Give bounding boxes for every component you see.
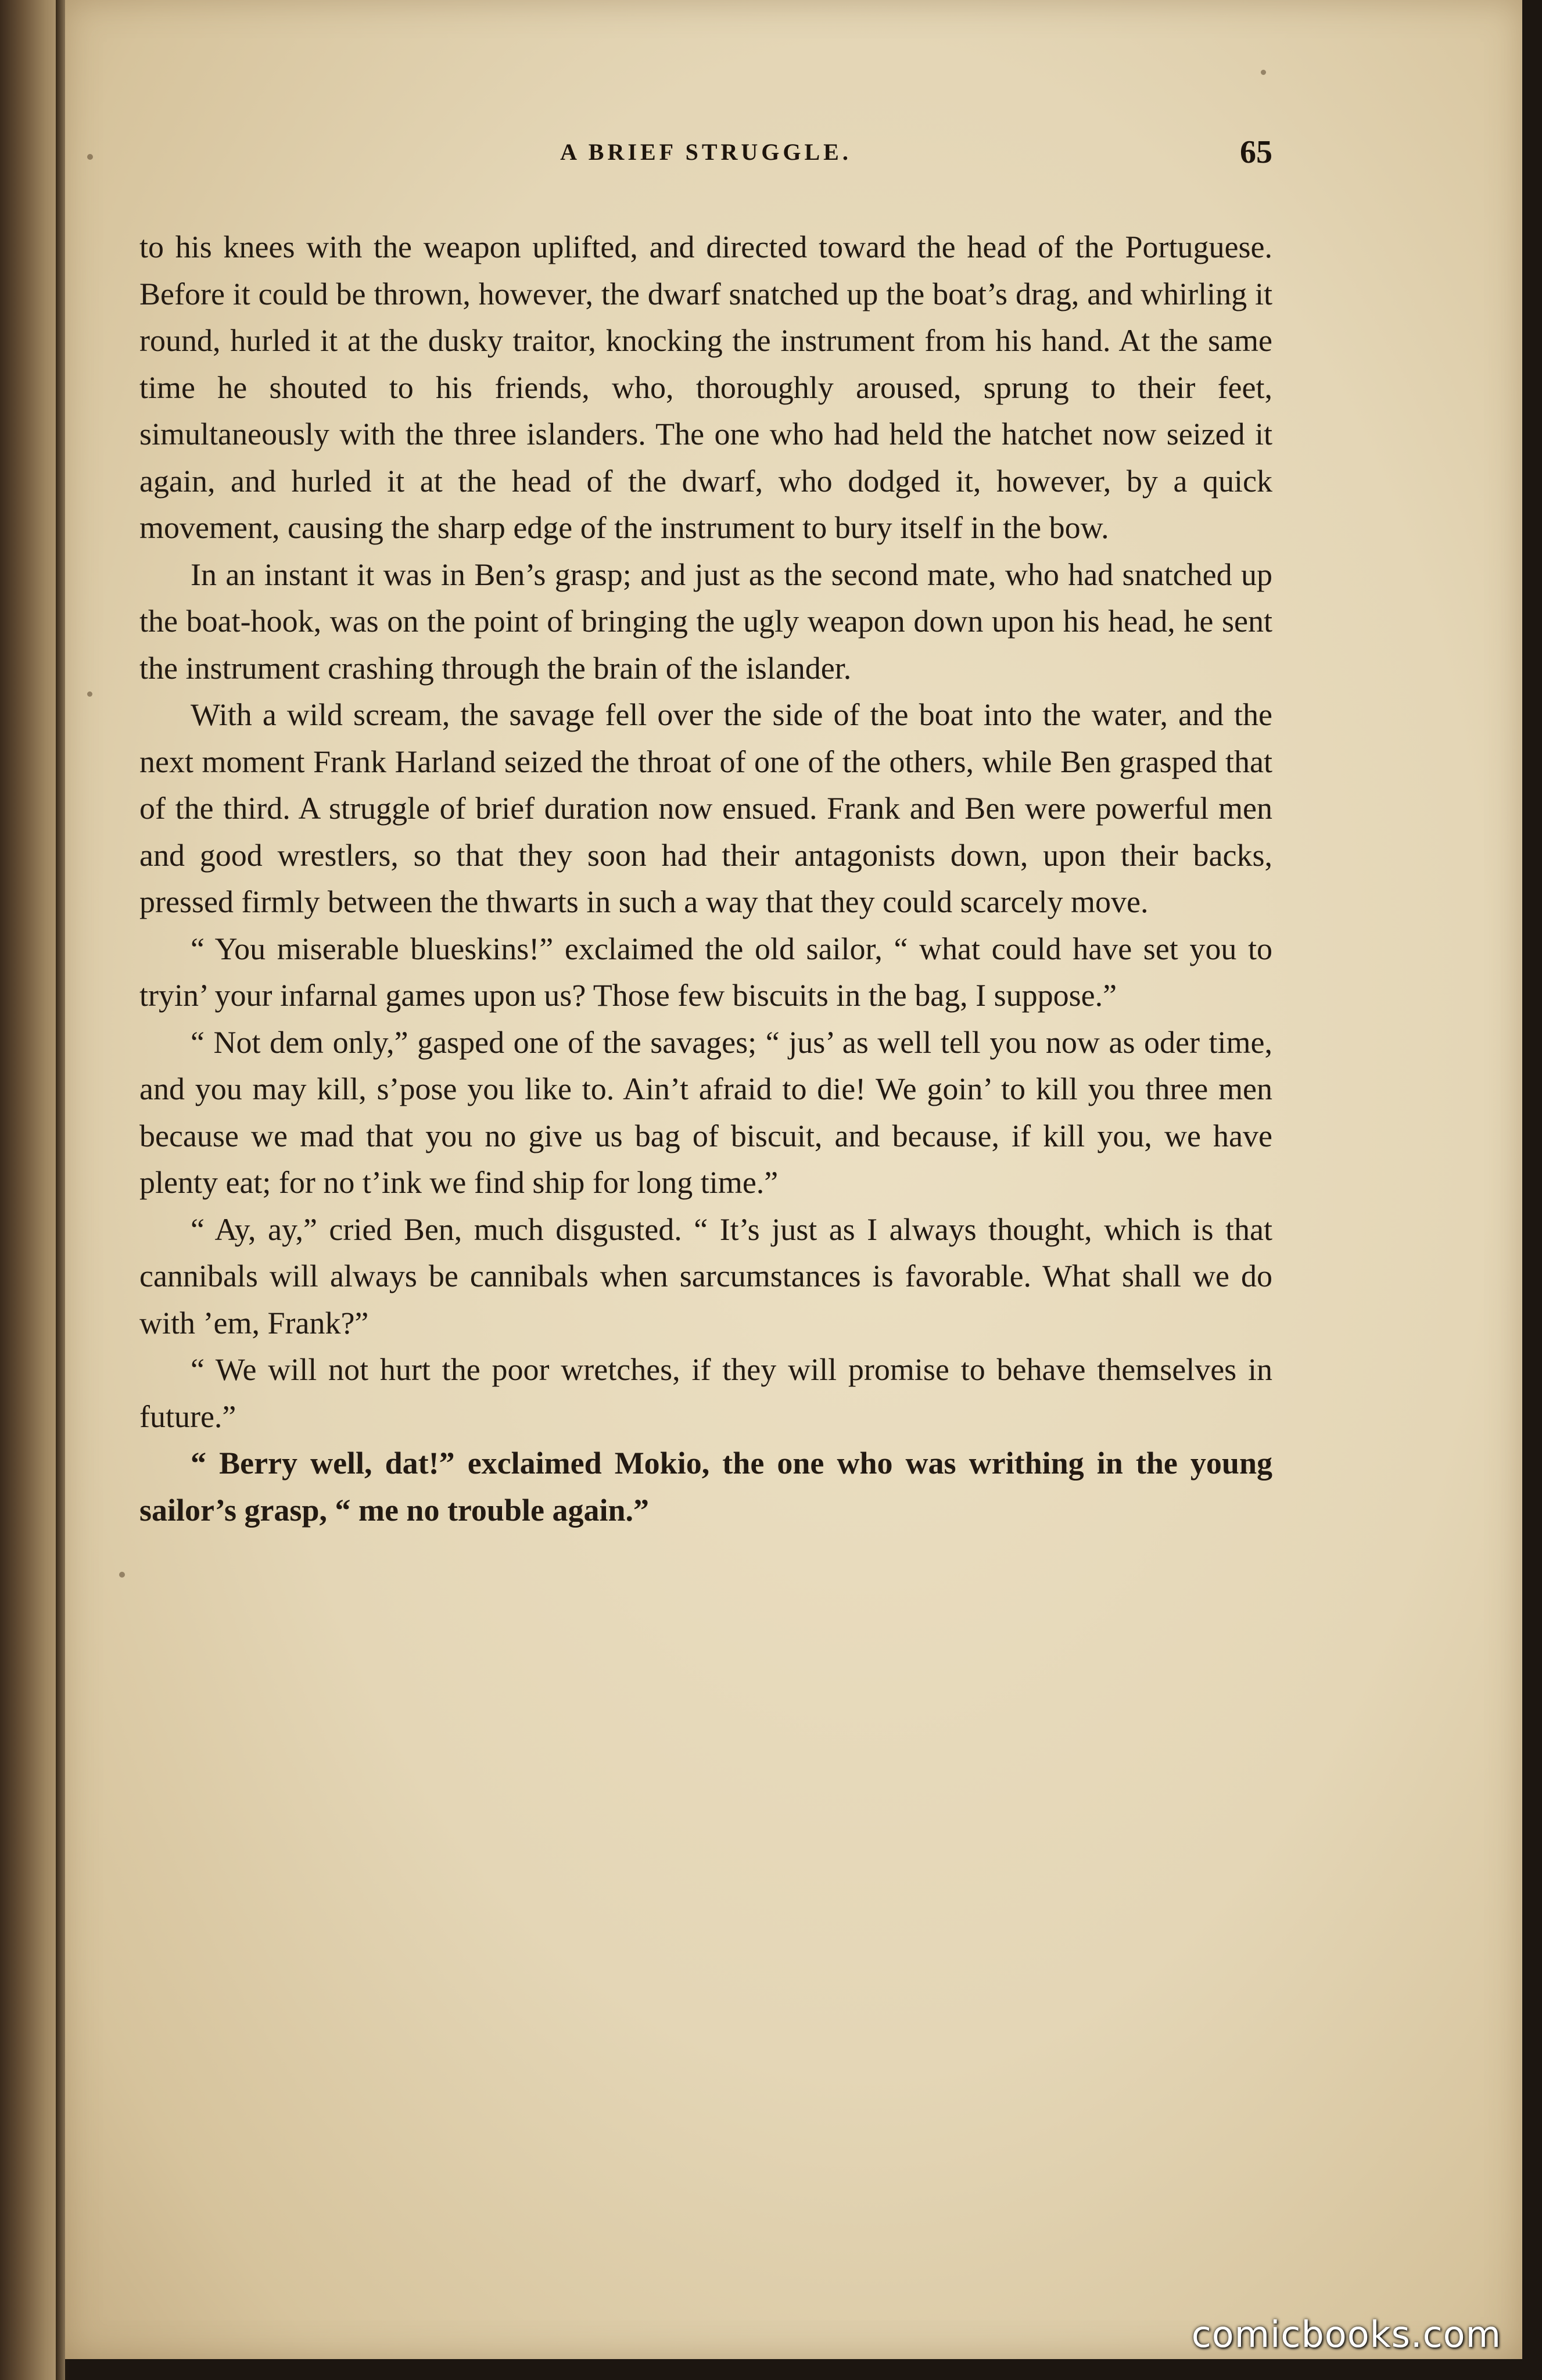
paper-spot [87, 691, 92, 697]
paragraph: With a wild scream, the savage fell over the side of the boat into the water, and the next moment Frank Harland seized the throat of one of the others, while Ben grasped that of the third. A struggle of brief duration now ensued. Frank and Ben were powerful men and good wrestlers, so that they soon had their antagonists down, upon their backs, pressed firmly between the thwarts in such a way that they could scarcely move. [139, 697, 1272, 919]
paragraph: to his knees with the weapon uplifted, and directed toward the head of the Portuguese. Before it could be thrown, however, the dwarf snatched up the boat’s drag, and whirling it round, hurled it at the dusky traitor, knocking the instrument from his hand. At the same time he shouted to his friends, who, thoroughly aroused, sprung to their feet, simultaneously with the three islanders. The one who had held the hatchet now seized it again, and hurled it at the head of the dwarf, who dodged it, however, by a quick movement, causing the sharp edge of the instrument to bury itself in the bow. [139, 230, 1272, 545]
paragraph: In an instant it was in Ben’s grasp; and just as the second mate, who had snatched up the boat-hook, was on the point of bringing the ugly weapon down upon his head, he sent the instrument crashing through the brain of the islander. [139, 557, 1272, 686]
paper-spot [1261, 70, 1266, 75]
paper-spot [119, 1572, 125, 1578]
paragraph: “ Ay, ay,” cried Ben, much disgusted. “ It’s just as I always thought, which is that cannibals will always be cannibals when sarcumstances is favorable. What shall we do with ’em, Frank?” [139, 1211, 1272, 1340]
running-head [139, 134, 1272, 174]
paragraph: “ You miserable blueskins!” exclaimed the old sailor, “ what could have set you to tryin’ your infarnal games upon us? Those few biscuits in the bag, I suppose.” [139, 931, 1272, 1013]
paragraph: “ We will not hurt the poor wretches, if they will promise to behave themselves in future.” [139, 1352, 1272, 1434]
body-text [139, 224, 1272, 1533]
paragraph: “ Berry well, dat!” exclaimed Mokio, the one who was writhing in the young sailor’s grasp, “ me no trouble again.” [139, 1446, 1272, 1528]
page-number: 65 [1240, 134, 1272, 170]
watermark: comicbooks.com [1191, 2313, 1501, 2356]
paper-spot [87, 154, 93, 160]
running-title: A BRIEF STRUGGLE. [560, 139, 852, 165]
paragraph: “ Not dem only,” gasped one of the savages; “ jus’ as well tell you now as oder time, and you may kill, s’pose you like to. Ain’t afraid to die! We goin’ to kill you three men because we mad that you no give us bag of biscuit, and because, if kill you, we have plenty eat; for no t’ink we find ship for long time.” [139, 1024, 1272, 1200]
